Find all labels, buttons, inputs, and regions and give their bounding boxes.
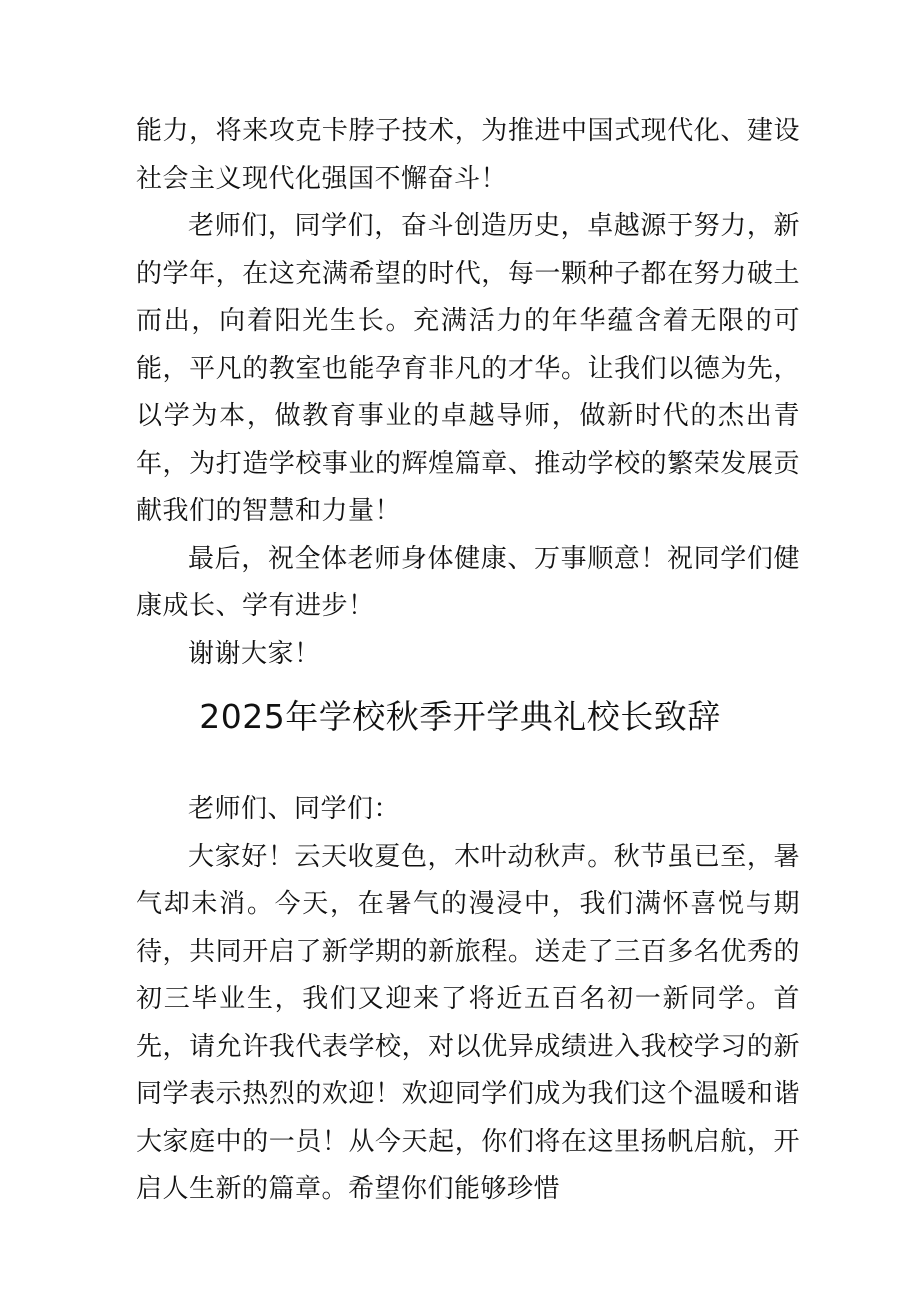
- salutation: 老师们、同学们：: [188, 794, 401, 824]
- paragraph-closing-encouragement: 老师们，同学们，奋斗创造历史，卓越源于努力，新的学年，在这充满希望的时代，每一颗种子都在努力破土而出，向着阳光生长。充满活力的年华蕴含着无限的可能，平凡的教室也能孕育非凡的才华。让我们以德为先，以学为本，做教育事业的卓越导师，做新时代的杰出青年，为打造学校事业的辉煌篇章、推动学校的繁荣发展贡献我们的智慧和力量！: [136, 211, 800, 526]
- speech-body: [136, 786, 800, 1214]
- speech-title: 2025年学校秋季开学典礼校长致辞: [199, 697, 721, 736]
- paragraph-wishes: 最后，祝全体老师身体健康、万事顺意！祝同学们健康成长、学有进步！: [136, 543, 800, 621]
- previous-speech-ending: [136, 108, 800, 678]
- paragraph-continuation: 能力，将来攻克卡脖子技术，为推进中国式现代化、建设社会主义现代化强国不懈奋斗！: [136, 116, 800, 194]
- paragraph-welcome: 大家好！云天收夏色，木叶动秋声。秋节虽已至，暑气却未消。今天，在暑气的漫浸中，我们满怀喜悦与期待，共同开启了新学期的新旅程。送走了三百多名优秀的初三毕业生，我们又迎来了将近五百名初一新同学。首先，请允许我代表学校，对以优异成绩进入我校学习的新同学表示热烈的欢迎！欢迎同学们成为我们这个温暖和谐大家庭中的一员！从今天起，你们将在这里扬帆启航，开启人生新的篇章。希望你们能够珍惜: [136, 841, 800, 1204]
- paragraph-thanks: 谢谢大家！: [188, 638, 321, 669]
